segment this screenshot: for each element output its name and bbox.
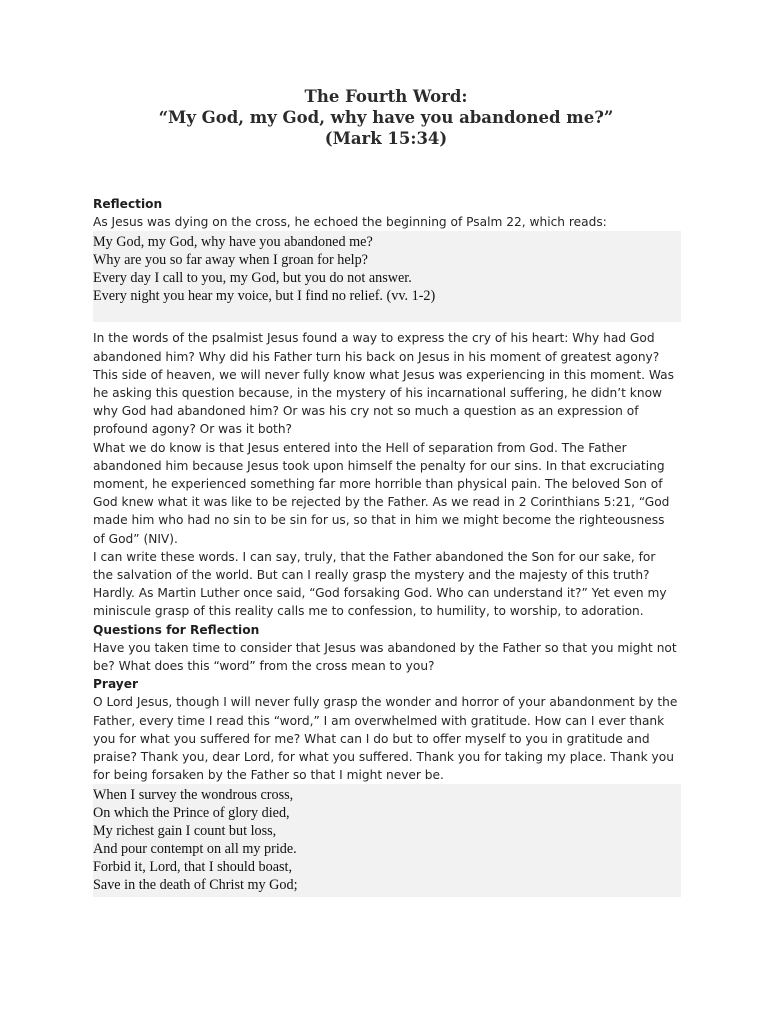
prayer-text: O Lord Jesus, though I will never fully grasp the wonder and horror of your abandonment by the Father, every time I read this “word,” I am overwhelmed with gratitude. How can I ever thank you for what you suffered for me? What can I do but to offer myself to you in gratitude and praise? Thank you, dear Lord, for what you suffered. Thank you for taking my place. Thank you for being forsaken by the Father so that I might never be. [93,695,678,783]
hymn-line: Forbid it, Lord, that I should boast, [93,859,293,876]
hymn-line: When I survey the wondrous cross, [93,787,294,804]
psalm-line: Every day I call to you, my God, but you do not answer. [93,270,412,287]
psalm-quote-block [93,231,681,322]
title-line-2: “My God, my God, why have you abandoned me?” [158,108,614,127]
reflection-heading: Reflection [93,197,163,211]
prayer-heading: Prayer [93,677,139,692]
psalm-line: Every night you hear my voice, but I find no relief. (vv. 1-2) [93,288,436,305]
psalm-line: Why are you so far away when I groan for help? [93,252,368,269]
document-page [93,86,679,897]
title-line-3: (Mark 15:34) [324,129,448,148]
hymn-quote-block [93,784,681,897]
hymn-line: And pour contempt on all my pride. [93,841,297,858]
hymn-line: On which the Prince of glory died, [93,805,290,822]
body-paragraph: What we do know is that Jesus entered into the Hell of separation from God. The Father abandoned him because Jesus took upon himself the penalty for our sins. In that excruciating moment, he experienced something far more horrible than physical pain. The beloved Son of God knew what it was like to be rejected by the Father. As we read in 2 Corinthians 5:21, “God made him who had no sin to be sin for us, so that in him we might become the righteousness of God” (NIV). [93,440,670,546]
hymn-line: My richest gain I count but loss, [93,823,277,840]
reflection-intro: As Jesus was dying on the cross, he echoed the beginning of Psalm 22, which reads: [93,215,607,230]
body-paragraph: I can write these words. I can say, truly, that the Father abandoned the Son for our sake, for the salvation of the world. But can I really grasp the mystery and the majesty of this truth? Hardly. As Martin Luther once said, “God forsaking God. Who can understand it?” Yet even my miniscule grasp of this reality calls me to confession, to humility, to worship, to adoration. [93,549,667,619]
hymn-line: Save in the death of Christ my God; [93,877,298,894]
questions-heading: Questions for Reflection [93,622,260,637]
body-paragraph: This side of heaven, we will never fully know what Jesus was experiencing in this moment. Was he asking this question because, in the mystery of his incarnational suffering, he didn’t know why God had abandoned him? Or was his cry not so much a question as an expression of profound agony? Or was it both? [93,367,674,437]
document-title [93,86,679,149]
body-paragraph: In the words of the psalmist Jesus found a way to express the cry of his heart: Why had God abandoned him? Why did his Father turn his back on Jesus in his moment of greatest agony? [93,331,660,364]
psalm-line: My God, my God, why have you abandoned me? [93,234,373,251]
questions-text: Have you taken time to consider that Jesus was abandoned by the Father so that you might not be? What does this “word” from the cross mean to you? [93,640,677,674]
title-line-1: The Fourth Word: [304,87,468,106]
